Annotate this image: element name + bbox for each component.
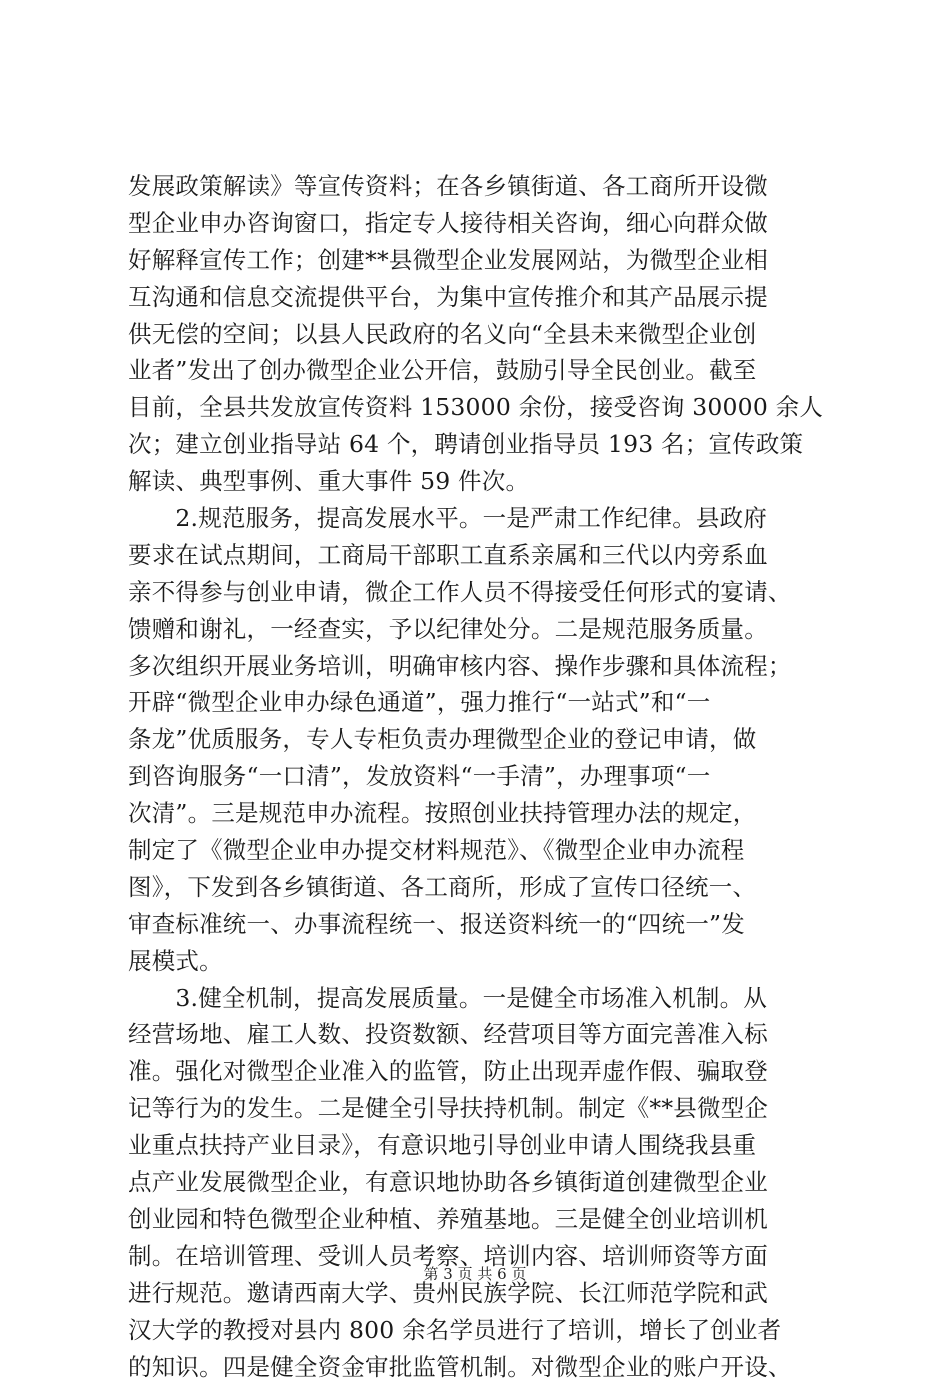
text-line: 创业园和特色微型企业种植、养殖基地。三是健全创业培训机 [128, 1201, 840, 1238]
text-line: 汉大学的教授对县内 800 余名学员进行了培训，增长了创业者 [128, 1312, 840, 1349]
text-line: 制。在培训管理、受训人员考察、培训内容、培训师资等方面 [128, 1238, 840, 1275]
text-line: 型企业申办咨询窗口，指定专人接待相关咨询，细心向群众做 [128, 205, 840, 242]
text-line: 3.健全机制，提高发展质量。一是健全市场准入机制。从 [128, 980, 840, 1017]
text-line: 经营场地、雇工人数、投资数额、经营项目等方面完善准入标 [128, 1016, 840, 1053]
text-line: 到咨询服务“一口清”，发放资料“一手清”，办理事项“一 [128, 758, 840, 795]
text-line: 馈赠和谢礼，一经查实，予以纪律处分。二是规范服务质量。 [128, 611, 840, 648]
text-line: 亲不得参与创业申请，微企工作人员不得接受任何形式的宴请、 [128, 574, 840, 611]
text-line: 2.规范服务，提高发展水平。一是严肃工作纪律。县政府 [128, 500, 840, 537]
text-line: 互沟通和信息交流提供平台，为集中宣传推介和其产品展示提 [128, 279, 840, 316]
text-line: 次清”。三是规范申办流程。按照创业扶持管理办法的规定， [128, 795, 840, 832]
body-text [128, 168, 840, 1385]
text-line: 展模式。 [128, 943, 840, 980]
text-line: 供无偿的空间；以县人民政府的名义向“全县未来微型企业创 [128, 316, 840, 353]
text-line: 制定了《微型企业申办提交材料规范》、《微型企业申办流程 [128, 832, 840, 869]
text-line: 业重点扶持产业目录》，有意识地引导创业申请人围绕我县重 [128, 1127, 840, 1164]
text-line: 记等行为的发生。二是健全引导扶持机制。制定《**县微型企 [128, 1090, 840, 1127]
text-line: 解读、典型事例、重大事件 59 件次。 [128, 463, 840, 500]
text-line: 发展政策解读》等宣传资料；在各乡镇街道、各工商所开设微 [128, 168, 840, 205]
page-number-footer: 第 3 页 共 6 页 [0, 1264, 950, 1284]
text-line: 业者”发出了创办微型企业公开信，鼓励引导全民创业。截至 [128, 352, 840, 389]
text-line: 要求在试点期间，工商局干部职工直系亲属和三代以内旁系血 [128, 537, 840, 574]
text-line: 次；建立创业指导站 64 个，聘请创业指导员 193 名；宣传政策 [128, 426, 840, 463]
text-line: 点产业发展微型企业，有意识地协助各乡镇街道创建微型企业 [128, 1164, 840, 1201]
text-line: 条龙”优质服务，专人专柜负责办理微型企业的登记申请，做 [128, 721, 840, 758]
text-line: 多次组织开展业务培训，明确审核内容、操作步骤和具体流程； [128, 648, 840, 685]
text-line: 准。强化对微型企业准入的监管，防止出现弄虚作假、骗取登 [128, 1053, 840, 1090]
text-line: 图》，下发到各乡镇街道、各工商所，形成了宣传口径统一、 [128, 869, 840, 906]
text-line: 好解释宣传工作；创建**县微型企业发展网站，为微型企业相 [128, 242, 840, 279]
text-line: 审查标准统一、办事流程统一、报送资料统一的“四统一”发 [128, 906, 840, 943]
text-line: 开辟“微型企业申办绿色通道”，强力推行“一站式”和“一 [128, 684, 840, 721]
text-line: 进行规范。邀请西南大学、贵州民族学院、长江师范学院和武 [128, 1275, 840, 1312]
text-line: 目前，全县共发放宣传资料 153000 余份，接受咨询 30000 余人 [128, 389, 840, 426]
text-line: 的知识。四是健全资金审批监管机制。对微型企业的账户开设、 [128, 1349, 840, 1385]
